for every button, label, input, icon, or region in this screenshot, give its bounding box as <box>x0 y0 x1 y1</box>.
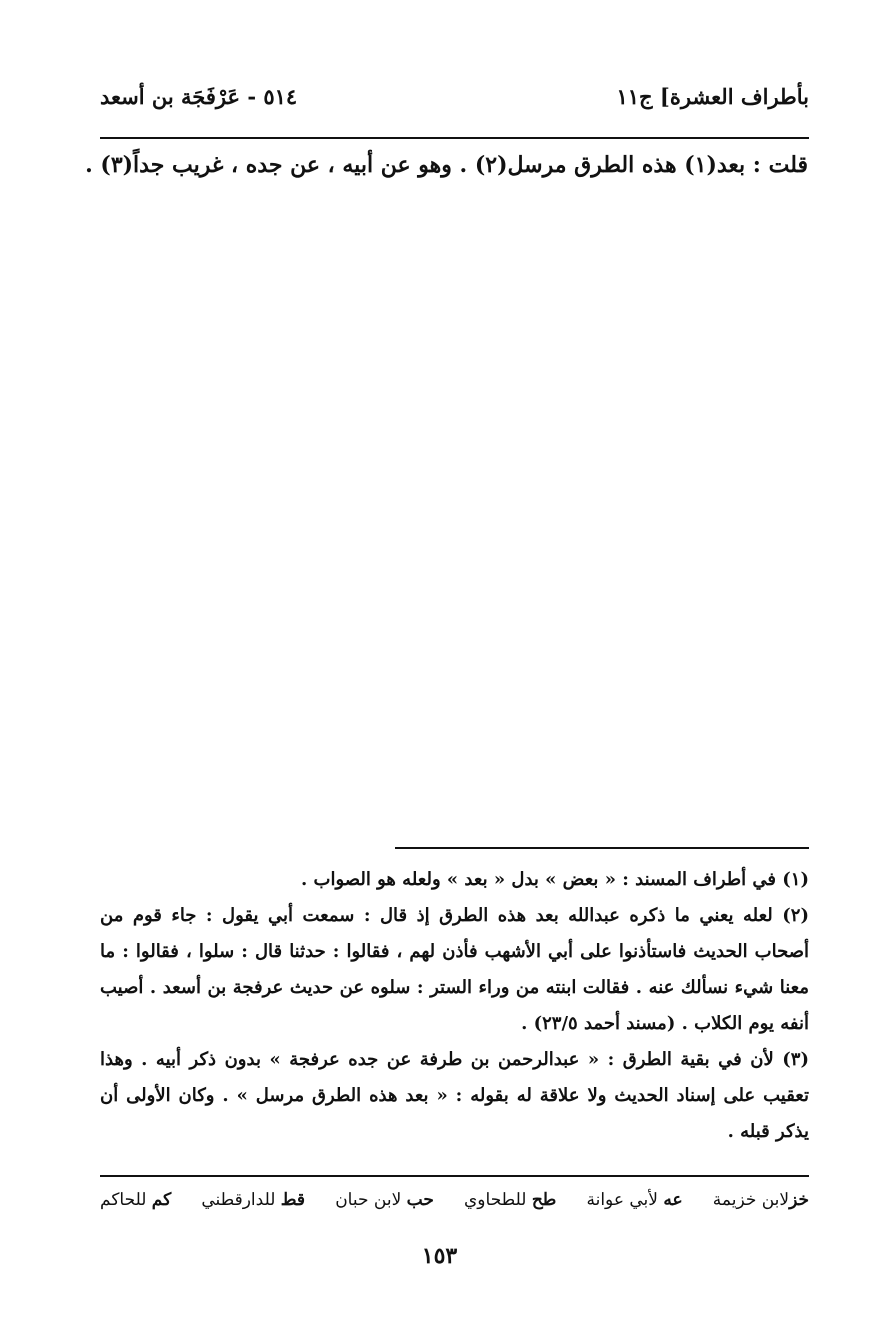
abbreviation-meaning: لأبي عوانة <box>586 1190 658 1210</box>
abbreviation-code: خز <box>789 1190 809 1210</box>
main-text: قلت : بعد(١) هذه الطرق مرسل(٢) . وهو عن أبيه ، عن جده ، غريب جداً(٣) . <box>85 152 808 178</box>
abbreviation-item <box>464 1190 556 1210</box>
abbreviation-meaning: للحاكم <box>100 1190 147 1210</box>
abbreviation-item <box>201 1190 305 1210</box>
abbreviation-meaning: لابن حبان <box>335 1190 402 1210</box>
footnotes <box>100 862 809 1150</box>
abbreviation-code: حب <box>406 1190 434 1210</box>
abbreviation-item <box>100 1190 171 1210</box>
abbreviation-meaning: للطحاوي <box>464 1190 527 1210</box>
abbreviation-meaning: لابن خزيمة <box>712 1190 790 1210</box>
abbreviation-item <box>713 1190 809 1210</box>
footnote-1: (١) في أطراف المسند : « بعض » بدل « بعد » ولعله هو الصواب . <box>300 869 809 890</box>
running-header <box>100 84 809 128</box>
abbreviation-item <box>335 1190 434 1210</box>
running-title: بأطراف العشرة] ج١١ <box>616 84 809 109</box>
abbreviation-item <box>586 1190 682 1210</box>
footnote-2: (٢) لعله يعني ما ذكره عبدالله بعد هذه الطرق إذ قال : سمعت أبي يقول : جاء قوم من أصحاب الحديث فاستأذنوا على أبي الأشهب فأذن لهم ، فقالوا : حدثنا قال : سلوا ، فقالوا : ما معنا شيء نسألك عنه . فقالت ابنته من وراء الستر : سلوه عن حديث عرفجة بن أسعد . أصيب أنفه يوم الكلاب . (مسند أحمد ٢٣/٥) . <box>100 905 809 1034</box>
abbreviation-code: عه <box>663 1190 683 1210</box>
header-rule <box>100 137 809 139</box>
abbreviation-code: طح <box>531 1190 557 1210</box>
page-number: ١٥٣ <box>421 1243 458 1269</box>
footnote-separator <box>395 847 809 849</box>
entry-title: ٥١٤ - عَرْفَجَة بن أسعد <box>100 84 298 109</box>
abbreviation-meaning: للدارقطني <box>201 1190 276 1210</box>
footer-rule <box>100 1175 809 1177</box>
footnote-3: (٣) لأن في بقية الطرق : « عبدالرحمن بن طرفة عن جده عرفجة » بدون ذكر أبيه . وهذا تعقيب على إسناد الحديث ولا علاقة له بقوله : « بعد هذه الطرق مرسل » . وكان الأولى أن يذكر قبله . <box>100 1049 809 1142</box>
abbreviation-key <box>100 1190 809 1210</box>
abbreviation-code: قط <box>280 1190 306 1210</box>
abbreviation-code: كم <box>151 1190 172 1210</box>
